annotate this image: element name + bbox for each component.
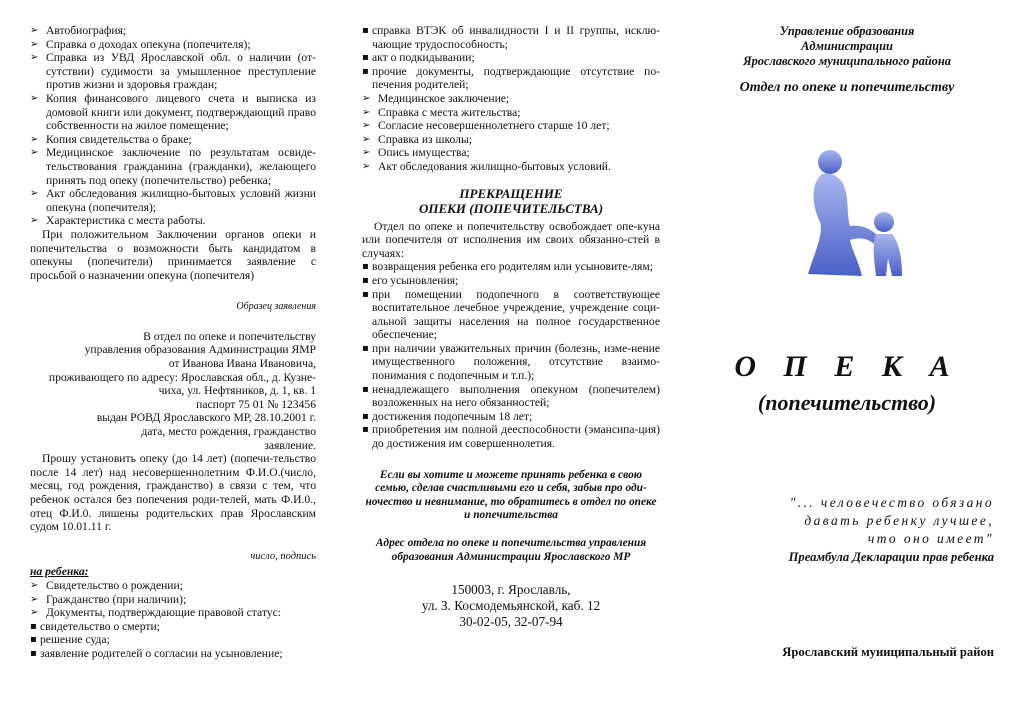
organization-name: Управление образования Администрации Ярославского муниципального района bbox=[743, 24, 951, 68]
documents-list bbox=[30, 24, 316, 228]
department-name: Отдел по опеке и попечительству bbox=[739, 80, 955, 95]
conclusion-paragraph: При положительном Заключении органов опеки и попечительства о возможности быть кандидатом в опекуны (попечители) принимается заявление с просьбой о назначении опекуна (попечителя) bbox=[30, 227, 316, 282]
column-cover bbox=[700, 24, 994, 704]
column-left bbox=[30, 24, 316, 661]
list-item: ▪ решение суда; bbox=[30, 633, 316, 647]
list-item: ▪ достижения подопечным 18 лет; bbox=[362, 410, 660, 424]
list-item: ➢ Справка из школы; bbox=[362, 133, 660, 147]
declaration-quote: "... человечество обязано давать ребенку лучшее, что оно имеет" bbox=[789, 495, 994, 546]
list-item: ▪ при наличии уважительных причин (болезнь, изме-нение имущественного положения, отсутствие взаимо-понимания с подопечным и т.п.); bbox=[362, 342, 660, 383]
address-title: Адрес отдела по опеке и попечительства управления образования Администрации Ярославского МР bbox=[375, 537, 647, 563]
list-item: ➢ Опись имущества; bbox=[362, 146, 660, 160]
letter-header-line: паспорт 75 01 № 123456 bbox=[196, 397, 316, 411]
list-item: ➢ Медицинское заключение; bbox=[362, 92, 660, 106]
letter-header-line: выдан РОВД Ярославского МР, 28.10.2001 г. bbox=[96, 411, 316, 425]
letter-header-line: дата, место рождения, гражданство bbox=[141, 425, 316, 439]
appeal-text: Если вы хотите и можете принять ребенка в свою семью, сделав счастливыми его и себя, забыв про оди-ночество и невнимание, то обратитесь в отдел по опеке и попечительства bbox=[365, 468, 657, 522]
list-item: ➢ Справка с места жительства; bbox=[362, 106, 660, 120]
legal-status-list bbox=[30, 620, 316, 661]
letter-header-line: управления образования Администрации ЯМР bbox=[84, 343, 316, 357]
termination-heading: ПРЕКРАЩЕНИЕ ОПЕКИ (ПОПЕЧИТЕЛЬСТВА) bbox=[418, 185, 604, 216]
list-item: ➢ Медицинское заключение по результатам освиде-тельствования гражданина (гражданки), желающего принять под опеку (попечительство) ребенка; bbox=[30, 146, 316, 187]
district-name: Ярославский муниципальный район bbox=[782, 645, 994, 659]
child-documents-list bbox=[30, 579, 316, 620]
list-item: ▪ приобретения им полной дееспособности (эмансипа-ция) до достижения им совершеннолетия. bbox=[362, 423, 660, 450]
list-item: ➢ Копия свидетельства о браке; bbox=[30, 133, 316, 147]
list-item: ➢ Гражданство (при наличии); bbox=[30, 593, 316, 607]
letter-header-line: заявление. bbox=[264, 438, 316, 452]
list-item: ➢ Акт обследования жилищно-бытовых условий жизни опекуна (попечителя); bbox=[30, 187, 316, 214]
list-item: ➢ Справка о доходах опекуна (попечителя); bbox=[30, 38, 316, 52]
mother-child-icon bbox=[792, 144, 912, 284]
additional-documents-list bbox=[362, 92, 660, 174]
date-sign-label: число, подпись bbox=[250, 550, 316, 562]
list-item: ➢ Согласие несовершеннолетнего старше 10 лет; bbox=[362, 119, 660, 133]
letter-header bbox=[30, 330, 316, 452]
list-item: ▪ ненадлежащего выполнения опекуном (попечителем) возложенных на него обязанностей; bbox=[362, 383, 660, 410]
child-docs-label: на ребенка: bbox=[30, 565, 89, 579]
list-item: ▪ возвращения ребенка его родителям или усыновите-лям; bbox=[362, 260, 660, 274]
list-item: ➢ Характеристика с места работы. bbox=[30, 214, 316, 228]
office-address: 150003, г. Ярославль, ул. З. Космодемьянской, каб. 12 30-02-05, 32-07-94 bbox=[421, 582, 601, 630]
list-item: ▪ свидетельство о смерти; bbox=[30, 620, 316, 634]
list-item: ➢ Документы, подтверждающие правовой статус: bbox=[30, 606, 316, 620]
list-item: ▪ его усыновления; bbox=[362, 274, 660, 288]
sample-label: Образец заявления bbox=[236, 301, 316, 313]
list-item: ➢ Автобиография; bbox=[30, 24, 316, 38]
status-documents-list bbox=[362, 24, 660, 92]
list-item: ▪ справка ВТЭК об инвалидности I и II группы, исклю-чающие трудоспособность; bbox=[362, 24, 660, 51]
quote-source: Преамбула Декларации прав ребенка bbox=[788, 550, 994, 564]
termination-cases-list bbox=[362, 260, 660, 450]
request-paragraph: Прошу установить опеку (до 14 лет) (попечи-тельство после 14 лет) над несовершеннолетним Ф.И.О.(число, месяц, год рождения, гражданство) в связи с тем, что ребенок остался без попечения роди-телей, мать Ф.И.0., отец Ф.И.0. лишены родительских прав Ярославским судом 10.01.11 г. bbox=[30, 452, 316, 534]
list-item: ▪ акт о подкидывании; bbox=[362, 51, 660, 65]
list-item: ➢ Копия финансового лицевого счета и выписка из домовой книги или документ, подтверждающий право собственности на жилое помещение; bbox=[30, 92, 316, 133]
letter-header-line: В отдел по опеке и попечительству bbox=[143, 329, 316, 343]
list-item: ▪ при помещении подопечного в соответствующее воспитательное лечебное учреждение, учреждение соци-альной защиты населения на полное государственное обеспечение; bbox=[362, 288, 660, 342]
brochure-title: О П Е К А bbox=[734, 350, 960, 383]
letter-header-line: проживающего по адресу: Ярославская обл., д. Кузне- bbox=[48, 370, 316, 384]
list-item: ➢ Свидетельство о рождении; bbox=[30, 579, 316, 593]
list-item: ➢ Справка из УВД Ярославской обл. о наличии (от-сутствии) судимости за умышленное преступление против жизни и здоровья граждан; bbox=[30, 51, 316, 92]
list-item: ▪ прочие документы, подтверждающие отсутствие по-печения родителей; bbox=[362, 65, 660, 92]
brochure-subtitle: (попечительство) bbox=[757, 390, 937, 415]
list-item: ▪ заявление родителей о согласии на усыновление; bbox=[30, 647, 316, 661]
list-item: ➢ Акт обследования жилищно-бытовых условий. bbox=[362, 160, 660, 174]
column-middle bbox=[362, 24, 660, 630]
letter-header-line: чиха, ул. Нефтяников, д. 1, кв. 1 bbox=[158, 384, 316, 398]
letter-header-line: от Иванова Ивана Ивановича, bbox=[168, 357, 316, 371]
termination-intro: Отдел по опеке и попечительству освобождает опе-куна или попечителя от исполнения им своих обязанно-стей в случаях: bbox=[362, 219, 660, 260]
